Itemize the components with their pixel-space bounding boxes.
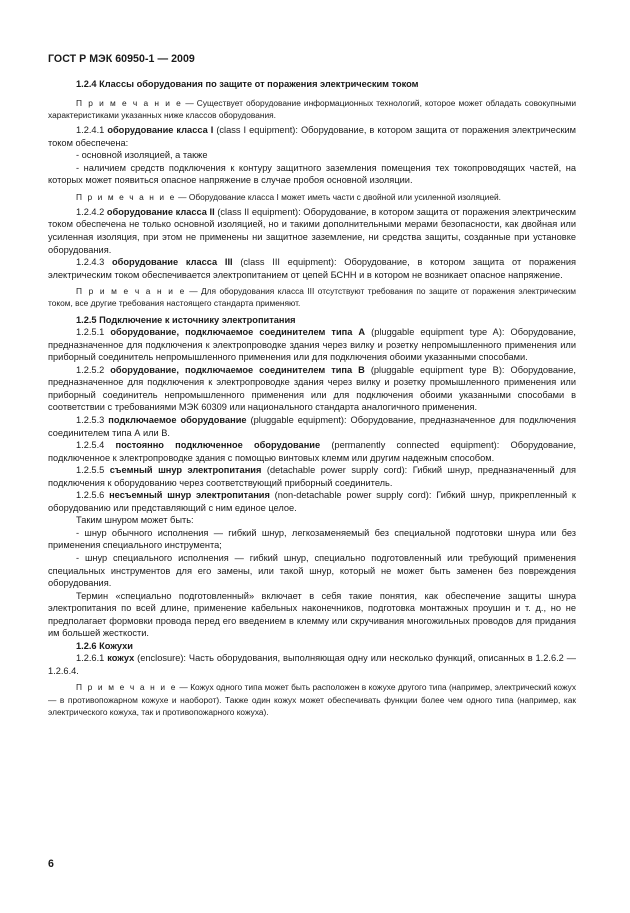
- paragraph-text: - основной изоляцией, а также: [76, 150, 208, 161]
- text-paragraph: [48, 552, 576, 590]
- defined-term: оборудование класса III: [112, 257, 233, 268]
- paragraph-text: (class I equipment): Оборудование, в котором защита от поражения электрическим током обеспечена:: [48, 124, 577, 148]
- note-paragraph: [48, 191, 576, 203]
- definition-paragraph: [48, 414, 576, 439]
- paragraph-text: - шнур специального исполнения — гибкий шнур, специально подготовленный или требующий применения специальных инструментов для его замены, или такой шнур, который не может быть заменен без повреждения оборудования.: [48, 552, 576, 589]
- text-paragraph: [48, 149, 576, 162]
- note-text: — Существует оборудование информационных технологий, которое может обладать совокупными характеристиками указанных ниже классов оборудования.: [48, 97, 576, 120]
- definition-paragraph: [48, 326, 576, 364]
- note-label: П р и м е ч а н и е: [76, 97, 183, 108]
- defined-term: оборудование класса II: [106, 206, 215, 217]
- paragraph-text: (detachable power supply cord): Гибкий шнур, предназначенный для подключения к оборудованию через соответствующий приборный соединитель.: [48, 465, 577, 488]
- note-text: — Оборудование класса I может иметь части с двойной или усиленной изоляцией.: [175, 191, 501, 202]
- paragraph-text: Термин «специально подготовленный» включает в себя такие понятия, как обеспечение защиты шнура электропитания по всей длине, применение кабельных наконечников, подготовка монтажных проушин и т. д., но не предполагает формовки провода перед его введением в клемму или скручивания многожильных проводов для придания им большей жесткости.: [48, 590, 576, 639]
- paragraph-text: (enclosure): Часть оборудования, выполняющая одну или несколько функций, описанных в 1.2.6.2 — 1.2.6.4.: [48, 653, 576, 676]
- paragraph-text: (class II equipment): Оборудование, в котором защита от поражения электрическим током обеспечена не только основной изоляцией, но и такими дополнительными мерами безопасности, как двойная или усиленная изоляция, при этом не применены ни защитное заземление, ни средства защиты, созданные при установке оборудования.: [48, 206, 576, 255]
- definition-paragraph: [48, 206, 576, 256]
- defined-term: оборудование, подключаемое соединителем типа В: [110, 364, 365, 375]
- definition-paragraph: [48, 364, 576, 414]
- clause-number: 1.2.5.1: [76, 327, 111, 338]
- section-heading: 1.2.5 Подключение к источнику электропитания: [76, 314, 296, 325]
- note-paragraph: [48, 285, 576, 309]
- document-body: [48, 78, 576, 721]
- clause-number: 1.2.6.1: [76, 653, 108, 664]
- clause-number: 1.2.5.4: [76, 440, 116, 451]
- page-number: 6: [48, 858, 54, 870]
- text-paragraph: [48, 590, 576, 640]
- definition-paragraph: [48, 256, 576, 281]
- clause-number: 1.2.5.2: [76, 364, 111, 375]
- defined-term: несъемный шнур электропитания: [109, 490, 270, 501]
- paragraph-text: (pluggable equipment type B): Оборудование, предназначенное для подключения к электропроводке здания через вилку и розетку промышленного применения или приборный соединитель непромышленного применения или для подключения обоими указанными способами в соответствии с требованиями МЭК 60309 или национального стандарта аналогичного применения.: [48, 364, 576, 413]
- section-heading: 1.2.6 Кожухи: [76, 640, 133, 651]
- definition-paragraph: [48, 652, 576, 677]
- definition-paragraph: [48, 464, 576, 489]
- clause-number: 1.2.4.1: [76, 124, 108, 135]
- clause-number: 1.2.5.6: [76, 490, 110, 501]
- defined-term: съемный шнур электропитания: [109, 465, 262, 476]
- paragraph-text: (permanently connected equipment): Оборудование, подключенное к электропроводке здания с помощью винтовых клемм или другим надежным способом.: [48, 440, 577, 463]
- paragraph-text: Таким шнуром может быть:: [76, 515, 194, 526]
- defined-term: подключаемое оборудование: [108, 414, 247, 425]
- paragraph-text: (pluggable equipment): Оборудование, предназначенное для подключения соединителем типа А или В.: [48, 414, 577, 438]
- paragraph-text: - наличием средств подключения к контуру защитного заземления помещения тех токопроводящих частей, на которых может появиться опасное напряжение в случае пробоя основной изоляции.: [48, 162, 576, 186]
- note-paragraph: [48, 681, 576, 718]
- clause-number: 1.2.4.3: [76, 257, 113, 268]
- note-label: П р и м е ч а н и е: [76, 286, 186, 297]
- clause-number: 1.2.4.2: [76, 206, 107, 217]
- clause-number: 1.2.5.3: [76, 414, 109, 425]
- definition-paragraph: [48, 439, 576, 464]
- defined-term: постоянно подключенное оборудование: [115, 440, 321, 451]
- paragraph-text: - шнур обычного исполнения — гибкий шнур, легкозаменяемый без специальной подготовки шнура или без применения специального инструмента;: [48, 527, 576, 551]
- note-label: П р и м е ч а н и е: [76, 191, 176, 202]
- running-header: ГОСТ Р МЭК 60950-1 — 2009: [48, 53, 195, 65]
- text-paragraph: [48, 514, 576, 527]
- paragraph-text: (class III equipment): Оборудование, в котором защита от поражения электрическим током обеспечивается электропитанием от цепей БСНН и в котором не возникает опасное напряжение.: [48, 257, 577, 280]
- text-paragraph: [48, 527, 576, 552]
- note-paragraph: [48, 97, 576, 121]
- defined-term: оборудование класса I: [107, 124, 214, 135]
- defined-term: оборудование, подключаемое соединителем типа А: [110, 327, 366, 338]
- defined-term: кожух: [107, 653, 135, 664]
- text-paragraph: [48, 162, 576, 187]
- paragraph-text: (non-detachable power supply cord): Гибкий шнур, прикрепленный к оборудованию или представляющий с ним единое целое.: [48, 490, 576, 513]
- paragraph-text: (pluggable equipment type A): Оборудование, предназначенное для подключения к электропроводке здания через вилку и розетку непромышленного применения или приборный соединитель непромышленного применения или для подключения обоими указанными способами.: [48, 327, 577, 363]
- clause-number: 1.2.5.5: [76, 465, 110, 476]
- definition-paragraph: [48, 489, 576, 514]
- note-label: П р и м е ч а н и е: [76, 682, 177, 693]
- section-heading: 1.2.4 Классы оборудования по защите от поражения электрическим током: [76, 79, 419, 89]
- note-text: — Кожух одного типа может быть расположен в кожухе другого типа (например, электрический кожух — в противопожарном кожухе и наоборот). Также один кожух может обеспечивать функции более чем одного типа (например, как электрического кожуха, так и противопожарного кожуха).: [48, 682, 576, 717]
- definition-paragraph: [48, 124, 576, 149]
- note-text: — Для оборудования класса III отсутствуют требования по защите от поражения электрическим током, все другие требования настоящего стандарта применяют.: [48, 286, 576, 309]
